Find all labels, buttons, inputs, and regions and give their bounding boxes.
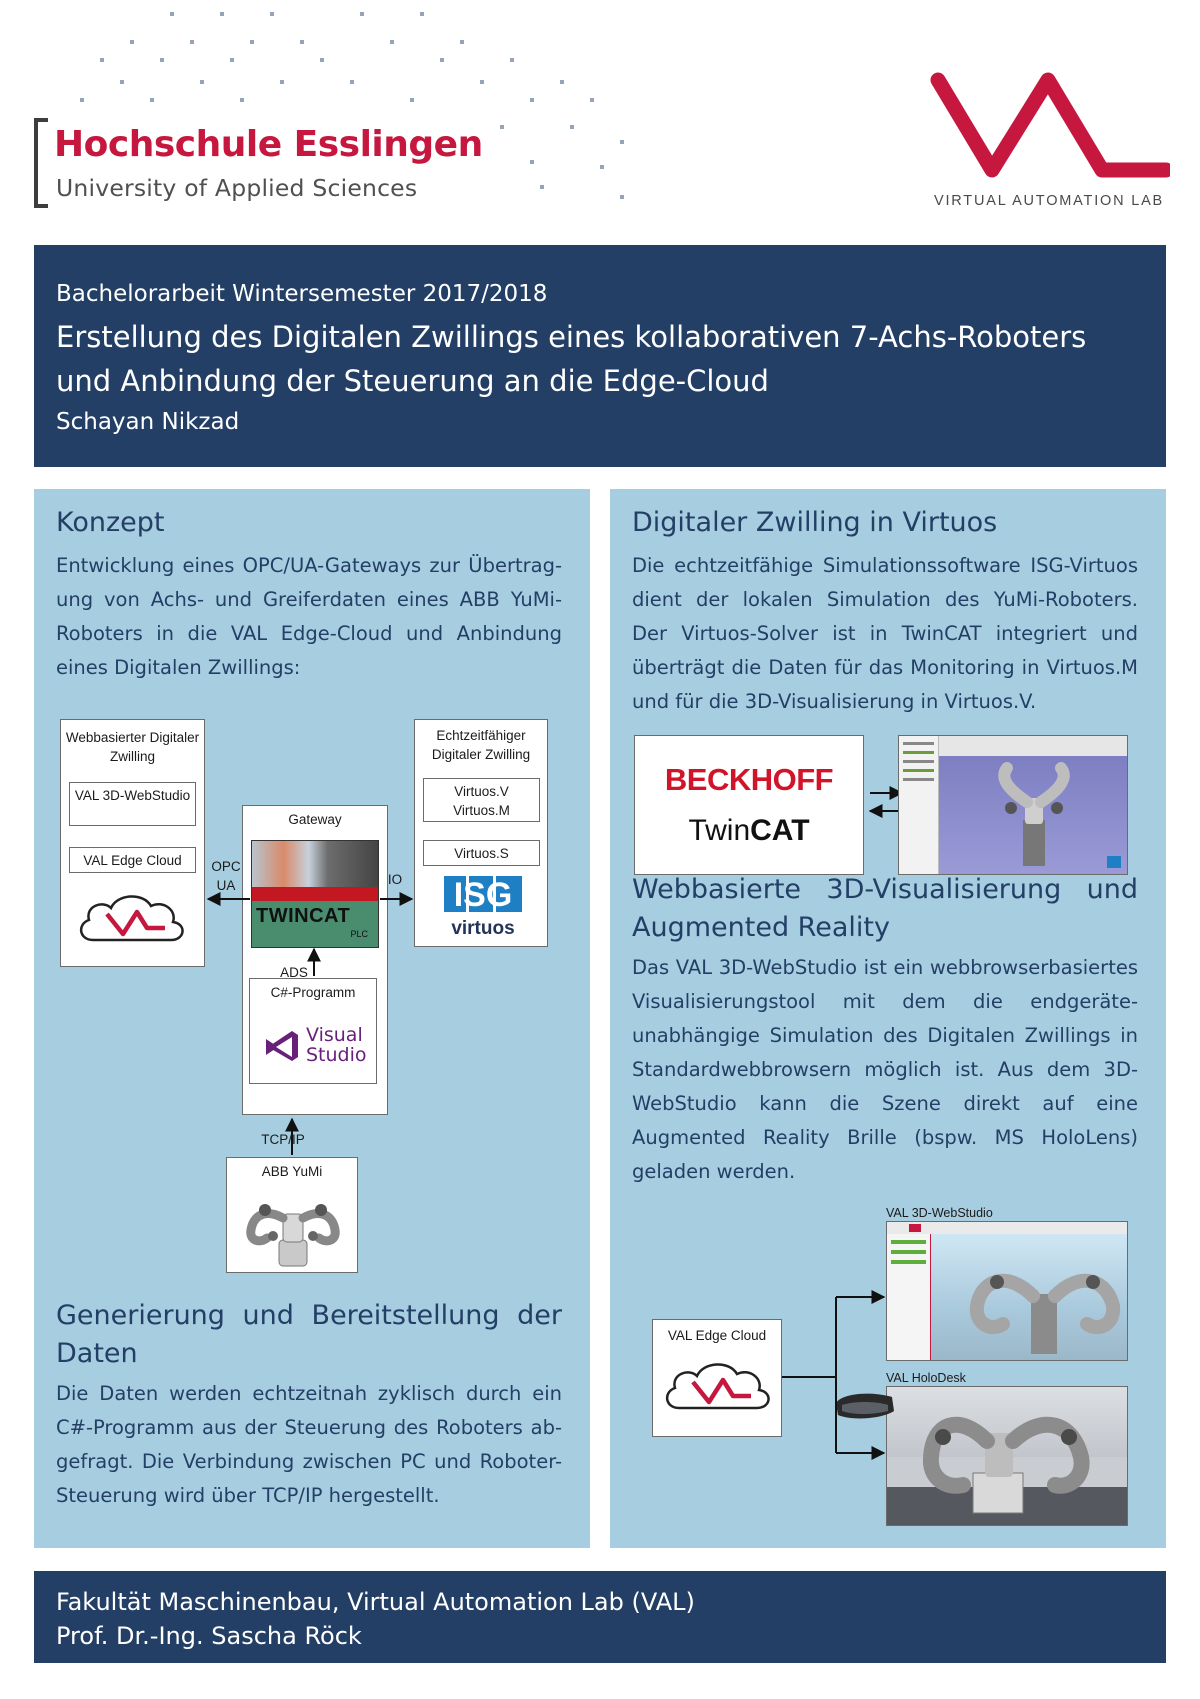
university-bracket <box>34 118 48 208</box>
right-panel <box>610 489 1166 1548</box>
io-label: IO <box>387 872 403 887</box>
title-banner <box>34 245 1166 467</box>
abb-yumi-label: ABB YuMi <box>261 1164 323 1179</box>
virtuos-heading: Digitaler Zwilling in Virtuos <box>632 507 998 538</box>
twincat-logo-text: TWINCAT <box>256 905 351 927</box>
thesis-label: Bachelorarbeit Wintersemester 2017/2018 <box>56 281 548 307</box>
thesis-title-line1: Erstellung des Digitalen Zwillings eines kollaborativen 7-Achs-Roboters <box>56 320 1087 354</box>
val-lab-name: VIRTUAL AUTOMATION LAB <box>934 193 1165 209</box>
university-subtitle: University of Applied Sciences <box>56 174 418 202</box>
generierung-heading: Generierung und Bereitstellung der Daten <box>56 1300 562 1369</box>
diagram-connectors <box>34 489 590 1289</box>
left-panel <box>34 489 590 1548</box>
opc-ua-label: OPC UA <box>211 859 241 893</box>
web-connectors <box>610 489 1166 1548</box>
footer-banner <box>34 1571 1166 1663</box>
plc-label: PLC <box>350 929 368 939</box>
virtuos-m-label: Virtuos.M <box>453 803 510 818</box>
ads-label: ADS <box>280 965 308 980</box>
isg-text: ISG <box>453 876 513 914</box>
author-name: Schayan Nikzad <box>56 409 240 435</box>
rt-twin-title: Echtzeitfähiger Digitaler Zwilling <box>431 728 531 762</box>
csharp-label: C#-Programm <box>270 985 356 1000</box>
konzept-text: Entwicklung eines OPC/UA-Gateways zur Übertrag-ung von Achs- und Greiferdaten eines ABB YuMi-Roboters in die VAL Edge-Cloud und Anbindung eines Digitalen Zwillings: <box>56 554 562 679</box>
visual-studio-text1: Visual <box>306 1024 363 1046</box>
webstudio-caption: VAL 3D-WebStudio <box>886 1206 993 1220</box>
virtuos-text: Die echtzeitfähige Simulationssoftware ISG-Virtuos dient der lokalen Simulation des YuMi-Roboters. Der Virtuos-Solver ist in TwinCAT integriert und überträgt die Daten für das Monitoring in Virtuos.M und für die 3D-Visualisierung in Virtuos.V. <box>632 554 1138 713</box>
val-logo <box>930 72 1170 182</box>
konzept-heading: Konzept <box>56 507 165 538</box>
holodesk-caption: VAL HoloDesk <box>886 1371 966 1385</box>
web-text: Das VAL 3D-WebStudio ist ein webbrowserbasiertes Visualisierungstool mit dem die endgeräte-unabhängige Simulation des Digitalen Zwillings in Standardwebbrowsern möglich ist. Aus dem 3D-WebStudio kann die Szene direkt auf eine Augmented Reality Brille (bspw. MS HoloLens) geladen werden. <box>632 956 1138 1183</box>
virtuos-v-label: Virtuos.V <box>454 784 509 799</box>
professor-line: Prof. Dr.-Ing. Sascha Röck <box>56 1622 362 1650</box>
beckhoff-logo: BECKHOFF <box>664 762 834 797</box>
generierung-text: Die Daten werden echtzeitnah zyklisch durch ein C#-Programm aus der Steuerung des Roboters ab-gefragt. Die Verbindung zwischen PC und Roboter-Steuerung wird über TCP/IP hergestellt. <box>56 1382 562 1507</box>
university-name: Hochschule Esslingen <box>54 124 483 165</box>
gateway-label: Gateway <box>288 812 342 827</box>
web-heading: Webbasierte 3D-Visualisierung und Augmented Reality <box>632 874 1138 943</box>
faculty-line: Fakultät Maschinenbau, Virtual Automation Lab (VAL) <box>56 1588 695 1616</box>
edge-cloud-box: VAL Edge Cloud <box>69 847 196 873</box>
web-twin-title: Webbasierter Digitaler Zwilling <box>65 730 200 764</box>
visual-studio-text2: Studio <box>306 1044 367 1066</box>
thesis-title-line2: und Anbindung der Steuerung an die Edge-Cloud <box>56 364 769 398</box>
twincat-logo: TwinCAT <box>688 814 810 847</box>
webstudio-box: VAL 3D-WebStudio <box>69 782 196 826</box>
virtuos-s-box: Virtuos.S <box>423 840 540 866</box>
tcpip-label: TCP/IP <box>261 1132 305 1147</box>
edge-cloud-label: VAL Edge Cloud <box>667 1328 767 1343</box>
virtuos-text: virtuos <box>451 918 515 938</box>
